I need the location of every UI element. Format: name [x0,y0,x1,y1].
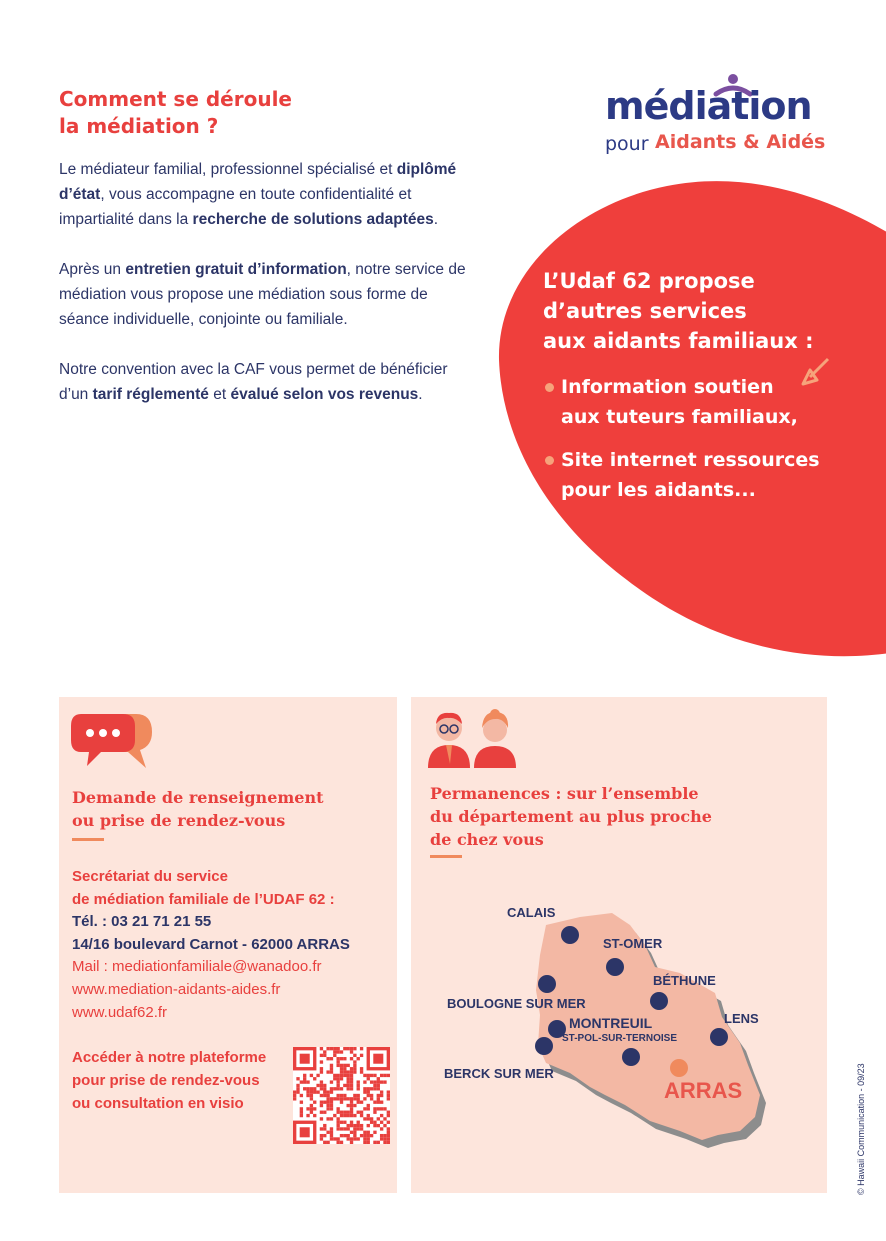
qr-code[interactable] [293,1047,390,1144]
title-line: Permanences : sur l’ensemble [430,784,699,803]
email-link[interactable]: Mail : mediationfamiliale@wanadoo.fr [72,958,322,976]
bullet-icon [545,456,554,465]
website-link[interactable]: www.udaf62.fr [72,1003,168,1021]
bold-text: entretien gratuit d’information [125,261,347,278]
website-link[interactable]: www.mediation-aidants-aides.fr [72,980,281,998]
city-label: BÉTHUNE [653,973,716,988]
address: 14/16 boulevard Carnot - 62000 ARRAS [72,935,350,953]
service-line: Site internet ressources [561,449,820,471]
service-line: aux tuteurs familiaux, [561,406,798,428]
text: Notre convention avec la CAF vous permet de bénéficier d’un [59,361,448,403]
text: . [418,386,423,403]
platform-line: ou consultation en visio [72,1095,244,1112]
city-label-arras: ARRAS [664,1078,743,1103]
bold-text: diplômé d’état [59,161,457,203]
logo-main-text: médiation [605,84,812,128]
service-line: Information soutien [561,376,774,398]
title-line: Demande de renseignement [72,788,324,807]
title-line: ou prise de rendez-vous [72,811,286,830]
city-label: BERCK SUR MER [444,1066,554,1081]
department-map [440,895,800,1155]
city-label: ST-OMER [603,936,663,951]
city-label: CALAIS [507,905,556,920]
intro-paragraph-3 [59,357,469,407]
city-label: ST-POL-SUR-TERNOISE [562,1033,678,1044]
bold-text: évalué selon vos revenus [230,386,419,403]
title-underline [430,855,462,858]
intro-title [59,86,439,140]
city-label: BOULOGNE SUR MER [447,996,586,1011]
chat-bubbles-icon [70,710,154,772]
phone-number[interactable]: Tél. : 03 21 71 21 55 [72,913,212,931]
permanences-card-title [430,782,810,851]
intro-title-line: la médiation ? [59,114,219,138]
contact-details [72,866,392,1024]
city-label: LENS [724,1011,759,1026]
bullet-icon [545,383,554,392]
secretariat-line: Secrétariat du service [72,868,228,885]
service-line: pour les aidants... [561,479,756,501]
title-line: du département au plus proche [430,807,712,826]
contact-card-title [72,786,392,832]
text: Le médiateur familial, professionnel spécialisé et [59,161,397,178]
services-title [543,266,843,356]
service-item [545,445,845,505]
services-title-line: d’autres services [543,299,747,323]
credit-text: © Hawaii Communication - 09/23 [856,1063,866,1195]
bold-text: recherche de solutions adaptées [192,211,434,228]
intro-title-line: Comment se déroule [59,87,292,111]
title-line: de chez vous [430,830,544,849]
services-title-line: L’Udaf 62 propose [543,269,755,293]
people-icon [425,708,519,770]
service-item [545,372,845,432]
city-label: MONTREUIL [569,1015,653,1031]
intro-paragraph-2 [59,257,469,332]
logo [600,70,840,170]
text: , vous accompagne en toute confidentialité et impartialité dans la [59,186,412,228]
intro-paragraph-1 [59,157,469,232]
services-title-line: aux aidants familiaux : [543,329,814,353]
logo-sub-text: Aidants & Aidés [655,131,826,153]
services-list [545,372,845,518]
platform-line: Accéder à notre plateforme [72,1049,267,1066]
text: Après un [59,261,126,278]
title-underline [72,838,104,841]
logo-pour-text: pour [605,133,649,155]
platform-line: pour prise de rendez-vous [72,1072,260,1089]
secretariat-line: de médiation familiale de l’UDAF 62 : [72,890,335,908]
text: . [433,211,439,228]
text: , notre service de médiation vous propose une médiation sous forme de séance individuelle, conjointe ou familiale. [59,261,466,328]
platform-text [72,1046,292,1115]
text: et [208,386,231,403]
bold-text: tarif réglementé [92,386,209,403]
intro-text [59,157,469,432]
